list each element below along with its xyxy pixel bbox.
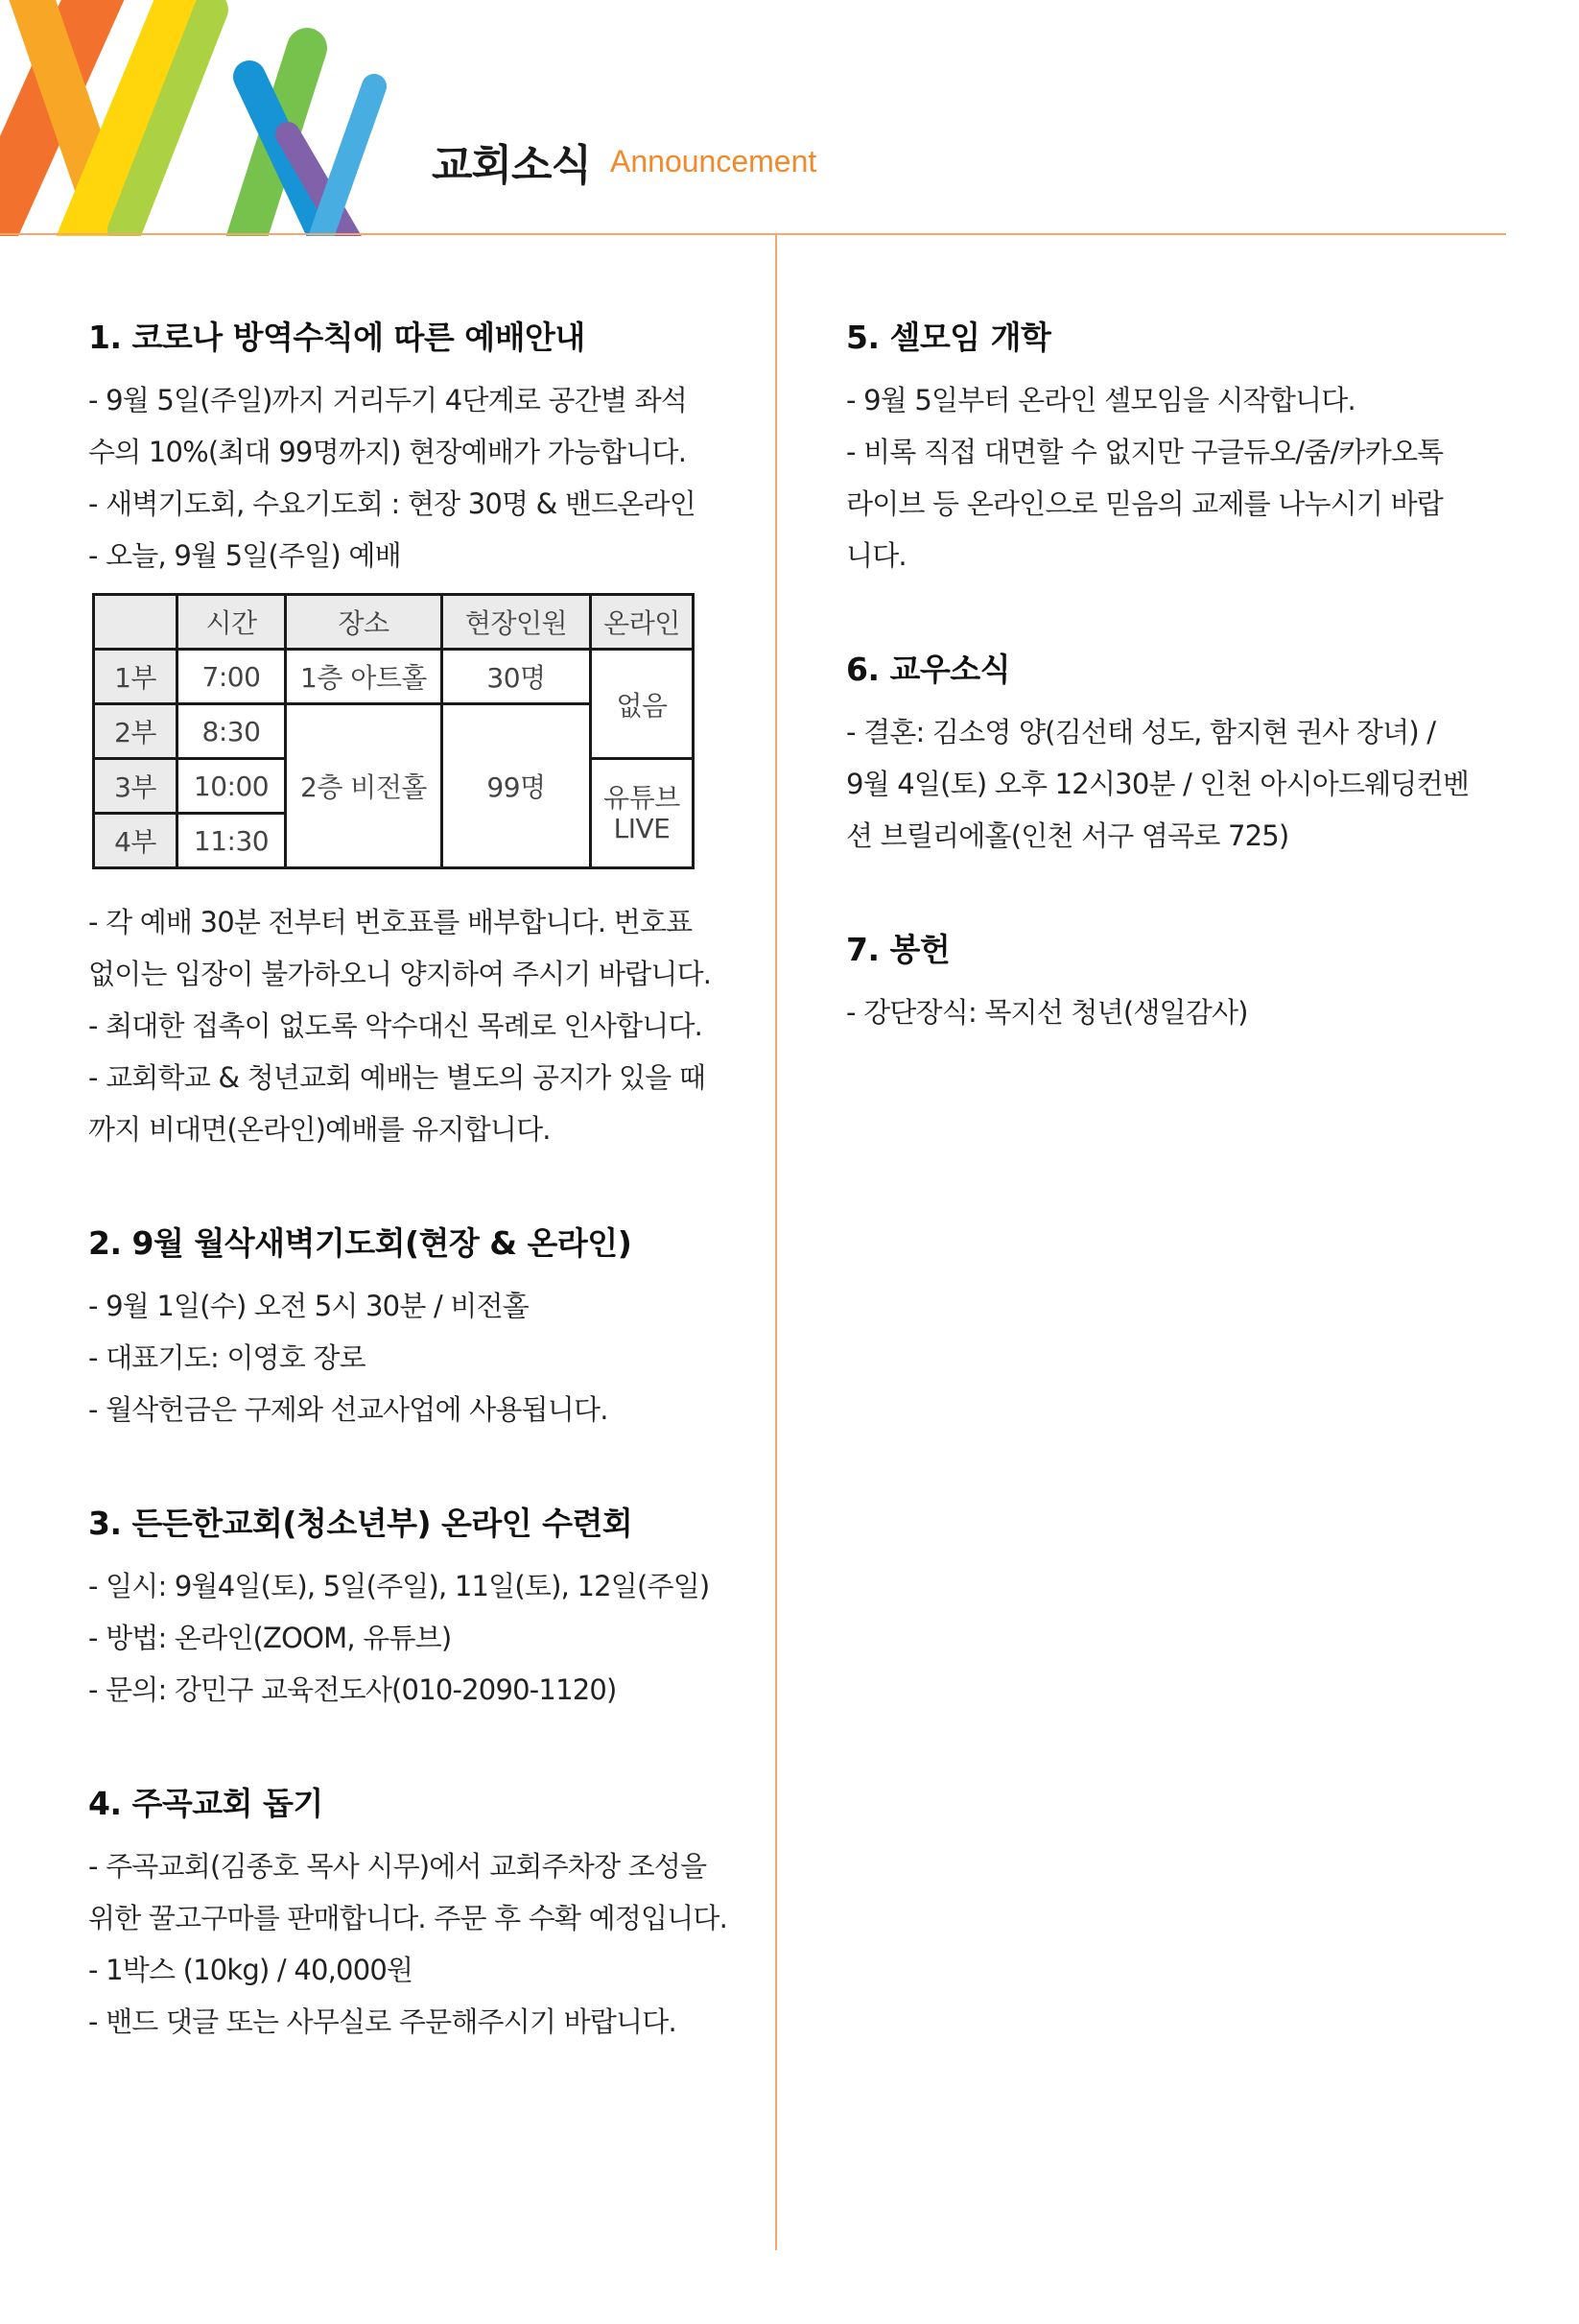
text-line: 라이브 등 온라인으로 믿음의 교제를 나누시기 바랍: [846, 487, 1444, 520]
text-line: - 1박스 (10kg) / 40,000원: [88, 1954, 413, 1986]
section-dawn-prayer: [88, 1222, 721, 1435]
service-time: 11:30: [177, 814, 286, 868]
section-member-news: [846, 649, 1470, 862]
text-line: - 일시: 9월4일(토), 5일(주일), 11일(토), 12일(주일): [88, 1570, 710, 1602]
section-title: 7. 봉헌: [846, 931, 951, 968]
online-live-line1: 유튜브: [603, 781, 680, 814]
service-label: 2부: [94, 704, 177, 759]
section-title: 3. 든든한교회(청소년부) 온라인 수련회: [88, 1505, 633, 1542]
text-line: - 주곡교회(김종호 목사 시무)에서 교회주차장 조성을: [88, 1850, 707, 1883]
text-line: 없이는 입장이 불가하오니 양지하여 주시기 바랍니다.: [88, 958, 712, 990]
service-label: 3부: [94, 759, 177, 814]
text-line: 니다.: [846, 539, 907, 572]
service-capacity: 99명: [442, 704, 591, 868]
page-subtitle: Announcement: [610, 144, 817, 178]
service-label: 4부: [94, 814, 177, 868]
text-line: - 밴드 댓글 또는 사무실로 주문해주시기 바랍니다.: [88, 2005, 676, 2038]
section-title: 4. 주곡교회 돕기: [88, 1785, 323, 1822]
section-title: 2. 9월 월삭새벽기도회(현장 & 온라인): [88, 1224, 632, 1262]
text-line: - 9월 5일부터 온라인 셀모임을 시작합니다.: [846, 384, 1355, 416]
service-place: 2층 비전홀: [286, 704, 442, 868]
online-live-line2: LIVE: [613, 812, 671, 844]
table-header-cell: 시간: [177, 595, 286, 650]
table-header-cell: 장소: [286, 595, 442, 650]
text-line: - 교회학교 & 청년교회 예배는 별도의 공지가 있을 때: [88, 1061, 706, 1094]
section-title: 5. 셀모임 개학: [846, 319, 1051, 356]
service-time: 8:30: [177, 704, 286, 759]
section-title: 6. 교우소식: [846, 651, 1010, 688]
section-cell-group: [846, 317, 1470, 581]
section-worship-guide: [88, 317, 721, 1155]
header-divider: [0, 233, 1506, 235]
text-line: 9월 4일(토) 오후 12시30분 / 인천 아시아드웨딩컨벤: [846, 768, 1470, 800]
section-offering: [846, 929, 1470, 1038]
section-title: 1. 코로나 방역수칙에 따른 예배안내: [88, 319, 585, 356]
column-divider: [775, 235, 777, 2250]
service-capacity: 30명: [442, 650, 591, 704]
text-line: 수의 10%(최대 99명까지) 현장예배가 가능합니다.: [88, 436, 687, 468]
service-label: 1부: [94, 650, 177, 704]
header-stripes-decoration: [0, 0, 441, 236]
text-line: - 방법: 온라인(ZOOM, 유튜브): [88, 1622, 452, 1654]
worship-schedule-table: [92, 593, 695, 869]
table-header-cell: 온라인: [591, 595, 694, 650]
table-row: [94, 650, 694, 704]
table-header-cell: 현장인원: [442, 595, 591, 650]
table-header-cell: [94, 595, 177, 650]
page-title: 교회소식: [432, 141, 592, 190]
text-line: - 비록 직접 대면할 수 없지만 구글듀오/줌/카카오톡: [846, 436, 1444, 468]
text-line: 위한 꿀고구마를 판매합니다. 주문 후 수확 예정입니다.: [88, 1902, 728, 1934]
online-youtube-live: [591, 759, 694, 868]
left-column: [88, 317, 728, 2115]
text-line: 까지 비대면(온라인)예배를 유지합니다.: [88, 1113, 551, 1146]
text-line: - 각 예배 30분 전부터 번호표를 배부합니다. 번호표: [88, 906, 693, 938]
text-line: - 문의: 강민구 교육전도사(010-2090-1120): [88, 1673, 617, 1706]
text-line: - 강단장식: 목지선 청년(생일감사): [846, 996, 1248, 1029]
table-header-row: [94, 595, 694, 650]
text-line: - 오늘, 9월 5일(주일) 예배: [88, 539, 401, 572]
service-time: 10:00: [177, 759, 286, 814]
text-line: - 결혼: 김소영 양(김선태 성도, 함지현 권사 장녀) /: [846, 716, 1436, 748]
service-time: 7:00: [177, 650, 286, 704]
text-line: 션 브릴리에홀(인천 서구 염곡로 725): [846, 819, 1289, 852]
online-none: 없음: [591, 650, 694, 759]
text-line: - 새벽기도회, 수요기도회 : 현장 30명 & 밴드온라인: [88, 487, 695, 520]
text-line: - 월삭헌금은 구제와 선교사업에 사용됩니다.: [88, 1393, 608, 1426]
text-line: - 9월 1일(수) 오전 5시 30분 / 비전홀: [88, 1290, 529, 1322]
section-jugok-church: [88, 1783, 728, 2048]
section-youth-retreat: [88, 1503, 721, 1716]
text-line: - 9월 5일(주일)까지 거리두기 4단계로 공간별 좌석: [88, 384, 688, 416]
text-line: - 최대한 접촉이 없도록 악수대신 목례로 인사합니다.: [88, 1009, 703, 1042]
text-line: - 대표기도: 이영호 장로: [88, 1341, 365, 1374]
service-place: 1층 아트홀: [286, 650, 442, 704]
right-column: [846, 317, 1470, 1105]
